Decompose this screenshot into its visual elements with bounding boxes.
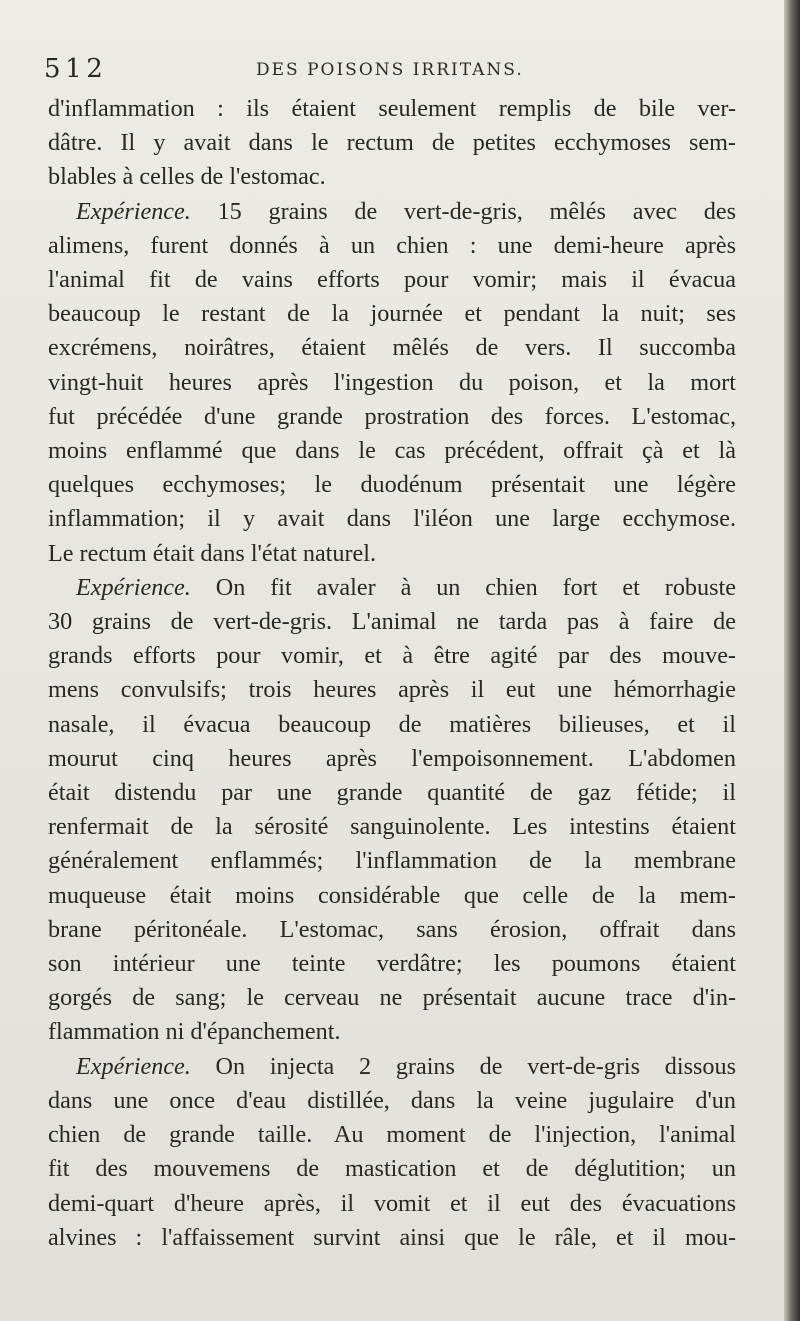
- page-header: [44, 54, 744, 90]
- text-line: demi-quart d'heure après, il vomit et il eut des évacuations: [48, 1189, 736, 1217]
- text-line: était distendu par une grande quantité de gaz fétide; il: [48, 779, 736, 807]
- text-line: renfermait de la sérosité sanguinolente. Les intestins étaient: [48, 813, 736, 841]
- text-run: On fit avaler à un chien fort et robuste: [190, 573, 736, 601]
- text-line: flammation ni d'épanchement.: [48, 1018, 341, 1046]
- running-head: DES POISONS IRRITANS.: [256, 60, 524, 80]
- text-line: d'inflammation : ils étaient seulement remplis de bile ver-: [48, 95, 736, 122]
- text-line: muqueuse était moins considérable que celle de la mem-: [48, 881, 736, 909]
- text-line: dâtre. Il y avait dans le rectum de petites ecchymoses sem-: [48, 129, 736, 157]
- text-line: Le rectum était dans l'état naturel.: [48, 539, 377, 567]
- paragraph-first-line: [48, 571, 736, 605]
- text-line: mens convulsifs; trois heures après il eut une hémorrhagie: [48, 676, 736, 704]
- text-line: inflammation; il y avait dans l'iléon une large ecchymose.: [48, 505, 736, 533]
- text-run: 15 grains de vert-de-gris, mêlés avec des: [190, 197, 736, 225]
- text-line: mourut cinq heures après l'empoisonnement. L'abdomen: [48, 744, 736, 772]
- paragraph-first-line: [48, 1050, 736, 1084]
- text-line: chien de grande taille. Au moment de l'injection, l'animal: [48, 1121, 736, 1149]
- text-line: l'animal fit de vains efforts pour vomir; mais il évacua: [48, 266, 736, 294]
- text-line: vingt-huit heures après l'ingestion du poison, et la mort: [48, 368, 736, 396]
- body-text: [48, 92, 736, 1255]
- page-number: 5 1 2: [44, 54, 104, 84]
- experiment-heading: Expérience.: [76, 1052, 191, 1080]
- text-line: 30 grains de vert-de-gris. L'animal ne tarda pas à faire de: [48, 608, 736, 636]
- text-line: son intérieur une teinte verdâtre; les poumons étaient: [48, 950, 736, 978]
- experiment-heading: Expérience.: [76, 197, 191, 225]
- experiment-heading: Expérience.: [76, 573, 191, 601]
- text-line: gorgés de sang; le cerveau ne présentait aucune trace d'in-: [48, 984, 736, 1012]
- text-line: alvines : l'affaissement survint ainsi que le râle, et il mou-: [48, 1223, 736, 1251]
- text-line: excrémens, noirâtres, étaient mêlés de vers. Il succomba: [48, 334, 736, 362]
- text-line: moins enflammé que dans le cas précédent, offrait çà et là: [48, 437, 736, 465]
- text-line: généralement enflammés; l'inflammation de la membrane: [48, 847, 736, 875]
- text-line: brane péritonéale. L'estomac, sans érosion, offrait dans: [48, 915, 736, 943]
- page-gutter-shadow: [784, 0, 800, 1321]
- text-line: fut précédée d'une grande prostration des forces. L'estomac,: [48, 402, 736, 430]
- text-line: dans une once d'eau distillée, dans la veine jugulaire d'un: [48, 1086, 736, 1114]
- text-line: beaucoup le restant de la journée et pendant la nuit; ses: [48, 300, 736, 328]
- text-line: grands efforts pour vomir, et à être agité par des mouve-: [48, 642, 736, 670]
- text-line: quelques ecchymoses; le duodénum présentait une légère: [48, 471, 736, 499]
- text-line: blables à celles de l'estomac.: [48, 163, 326, 191]
- paragraph-first-line: [48, 195, 736, 229]
- text-line: nasale, il évacua beaucoup de matières bilieuses, et il: [48, 710, 736, 738]
- text-line: fit des mouvemens de mastication et de déglutition; un: [48, 1155, 736, 1183]
- text-run: On injecta 2 grains de vert-de-gris dissous: [190, 1052, 736, 1080]
- text-line: alimens, furent donnés à un chien : une demi-heure après: [48, 231, 736, 259]
